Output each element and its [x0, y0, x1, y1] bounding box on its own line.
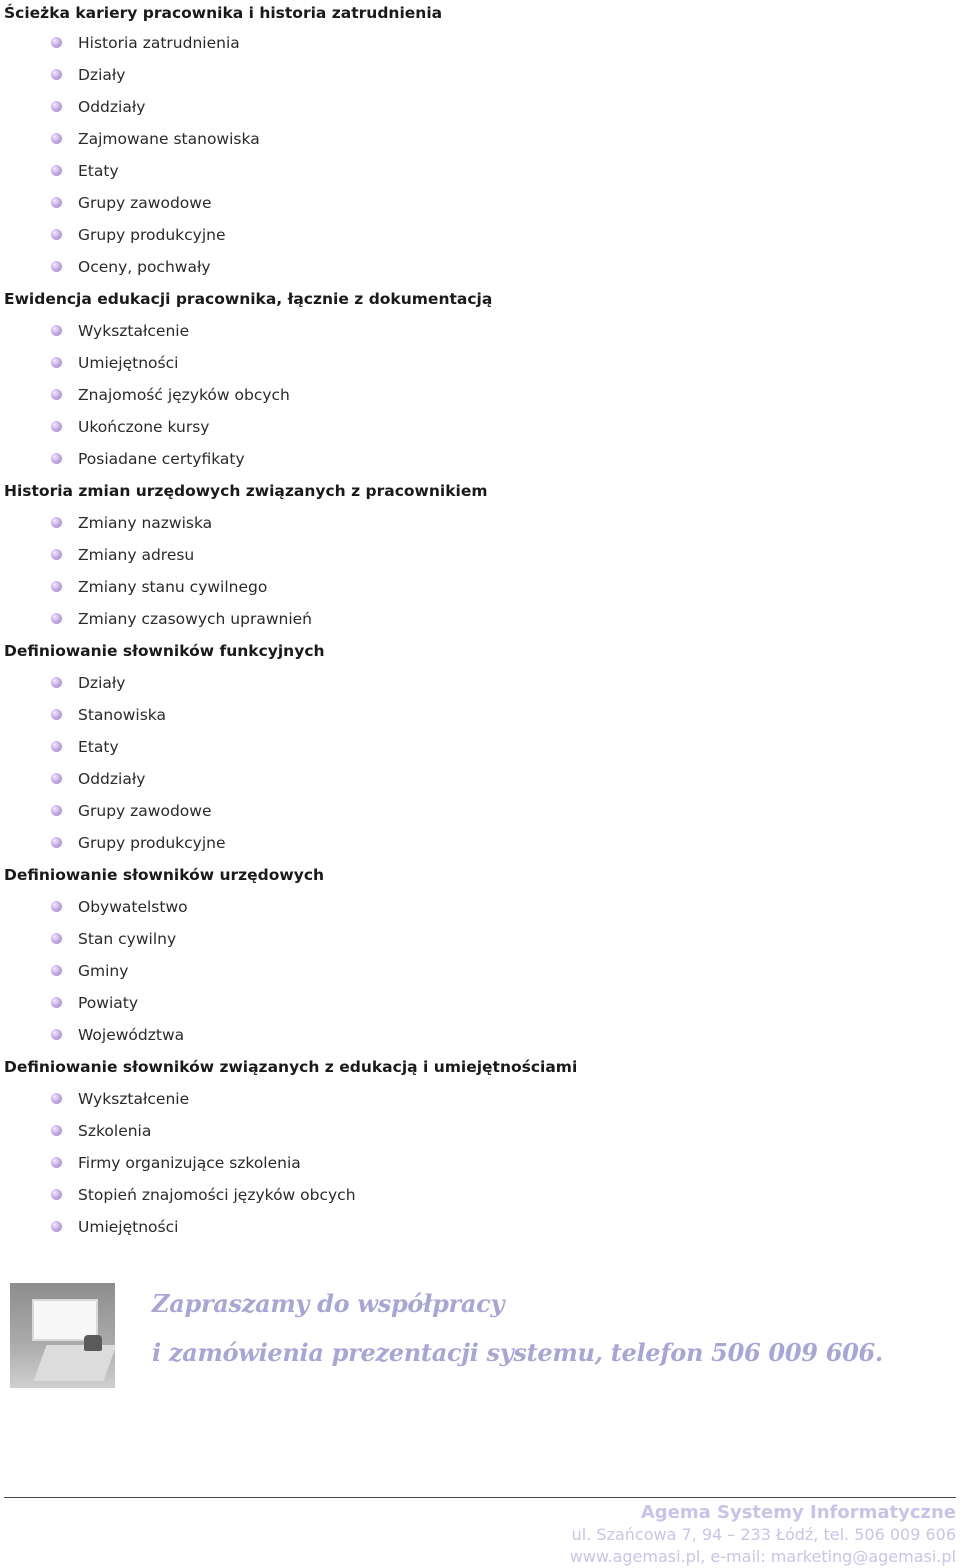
list-item-label: Stopień znajomości języków obcych — [78, 1186, 356, 1204]
footer-company: Agema Systemy Informatyczne — [640, 1502, 956, 1523]
list-item-label: Stan cywilny — [78, 930, 177, 948]
list-item-label: Grupy produkcyjne — [78, 834, 226, 852]
list-item-label: Etaty — [78, 162, 119, 180]
section — [4, 285, 954, 477]
list-item-label: Zmiany czasowych uprawnień — [78, 610, 312, 628]
list-item — [4, 701, 954, 733]
list-item — [4, 797, 954, 829]
promo-line-1: Zapraszamy do współpracy — [152, 1289, 505, 1318]
list-item-label: Zajmowane stanowiska — [78, 130, 260, 148]
list-item — [4, 1117, 954, 1149]
list-item-label: Etaty — [78, 738, 119, 756]
list-item-label: Wykształcenie — [78, 322, 190, 340]
list-item — [4, 413, 954, 445]
footer-address: ul. Szańcowa 7, 94 – 233 Łódź, tel. 506 009 606 — [571, 1525, 956, 1544]
bullet-icon — [51, 933, 62, 944]
list-item-label: Znajomość języków obcych — [78, 386, 290, 404]
bullet-icon — [51, 677, 62, 688]
list-item — [4, 733, 954, 765]
bullet-icon — [51, 517, 62, 528]
section-heading: Ewidencja edukacji pracownika, łącznie z dokumentacją — [4, 290, 493, 308]
bullet-icon — [51, 997, 62, 1008]
section — [4, 1053, 954, 1245]
bullet-icon — [51, 453, 62, 464]
bullet-icon — [51, 581, 62, 592]
table-shape — [33, 1345, 115, 1381]
list-item-label: Zmiany adresu — [78, 546, 195, 564]
list-item-label: Działy — [78, 674, 126, 692]
section-heading: Ścieżka kariery pracownika i historia zatrudnienia — [4, 4, 443, 22]
promo-line-2: i zamówienia prezentacji systemu, telefon 506 009 606. — [152, 1338, 883, 1367]
bullet-icon — [51, 965, 62, 976]
meeting-room-image — [10, 1283, 115, 1388]
list-item — [4, 989, 954, 1021]
list-item-label: Ukończone kursy — [78, 418, 210, 436]
section — [4, 0, 954, 285]
chair-shape — [84, 1335, 102, 1351]
bullet-icon — [51, 1189, 62, 1200]
list-item-label: Działy — [78, 66, 126, 84]
footer-divider — [4, 1497, 956, 1498]
section-heading: Definiowanie słowników związanych z edukacją i umiejętnościami — [4, 1058, 578, 1076]
list-item-label: Wykształcenie — [78, 1090, 190, 1108]
bullet-icon — [51, 261, 62, 272]
list-item — [4, 1085, 954, 1117]
bullet-icon — [51, 133, 62, 144]
bullet-icon — [51, 805, 62, 816]
list-item — [4, 925, 954, 957]
bullet-icon — [51, 709, 62, 720]
bullet-icon — [51, 101, 62, 112]
list-item-label: Firmy organizujące szkolenia — [78, 1154, 301, 1172]
list-item — [4, 829, 954, 861]
bullet-icon — [51, 1093, 62, 1104]
list-item — [4, 253, 954, 285]
list-item — [4, 1149, 954, 1181]
list-item — [4, 573, 954, 605]
section-heading: Historia zmian urzędowych związanych z pracownikiem — [4, 482, 488, 500]
list-item-label: Zmiany nazwiska — [78, 514, 213, 532]
list-item-label: Umiejętności — [78, 354, 179, 372]
section — [4, 637, 954, 861]
bullet-icon — [51, 389, 62, 400]
list-item-label: Szkolenia — [78, 1122, 152, 1140]
list-item — [4, 125, 954, 157]
list-item-label: Obywatelstwo — [78, 898, 188, 916]
list-item-label: Oceny, pochwały — [78, 258, 211, 276]
list-item-label: Powiaty — [78, 994, 139, 1012]
list-item — [4, 29, 954, 61]
bullet-icon — [51, 69, 62, 80]
bullet-icon — [51, 1029, 62, 1040]
bullet-icon — [51, 741, 62, 752]
bullet-icon — [51, 1125, 62, 1136]
list-item — [4, 381, 954, 413]
bullet-icon — [51, 837, 62, 848]
list-item — [4, 605, 954, 637]
list-item-label: Grupy produkcyjne — [78, 226, 226, 244]
list-item-label: Województwa — [78, 1026, 185, 1044]
promo-banner — [10, 1283, 910, 1389]
list-item-label: Stanowiska — [78, 706, 166, 724]
list-item — [4, 669, 954, 701]
list-item-label: Oddziały — [78, 770, 146, 788]
feature-list — [4, 0, 954, 1245]
list-item — [4, 317, 954, 349]
list-item-label: Grupy zawodowe — [78, 194, 212, 212]
list-item — [4, 93, 954, 125]
list-item — [4, 765, 954, 797]
section — [4, 861, 954, 1053]
section — [4, 477, 954, 637]
bullet-icon — [51, 1157, 62, 1168]
list-item — [4, 157, 954, 189]
list-item — [4, 509, 954, 541]
list-item — [4, 1021, 954, 1053]
bullet-icon — [51, 901, 62, 912]
bullet-icon — [51, 549, 62, 560]
list-item — [4, 957, 954, 989]
list-item — [4, 349, 954, 381]
bullet-icon — [51, 165, 62, 176]
list-item — [4, 1181, 954, 1213]
list-item — [4, 1213, 954, 1245]
bullet-icon — [51, 229, 62, 240]
list-item-label: Gminy — [78, 962, 129, 980]
bullet-icon — [51, 773, 62, 784]
bullet-icon — [51, 357, 62, 368]
list-item-label: Zmiany stanu cywilnego — [78, 578, 268, 596]
list-item — [4, 189, 954, 221]
section-heading: Definiowanie słowników urzędowych — [4, 866, 325, 884]
list-item-label: Posiadane certyfikaty — [78, 450, 245, 468]
bullet-icon — [51, 197, 62, 208]
footer-contact: www.agemasi.pl, e-mail: marketing@agemasi.pl — [569, 1547, 956, 1566]
list-item-label: Oddziały — [78, 98, 146, 116]
list-item — [4, 445, 954, 477]
list-item-label: Historia zatrudnienia — [78, 34, 240, 52]
bullet-icon — [51, 1221, 62, 1232]
list-item-label: Umiejętności — [78, 1218, 179, 1236]
list-item — [4, 221, 954, 253]
bullet-icon — [51, 613, 62, 624]
list-item — [4, 61, 954, 93]
bullet-icon — [51, 325, 62, 336]
footer — [570, 1502, 956, 1568]
list-item — [4, 893, 954, 925]
list-item-label: Grupy zawodowe — [78, 802, 212, 820]
list-item — [4, 541, 954, 573]
bullet-icon — [51, 37, 62, 48]
bullet-icon — [51, 421, 62, 432]
section-heading: Definiowanie słowników funkcyjnych — [4, 642, 325, 660]
